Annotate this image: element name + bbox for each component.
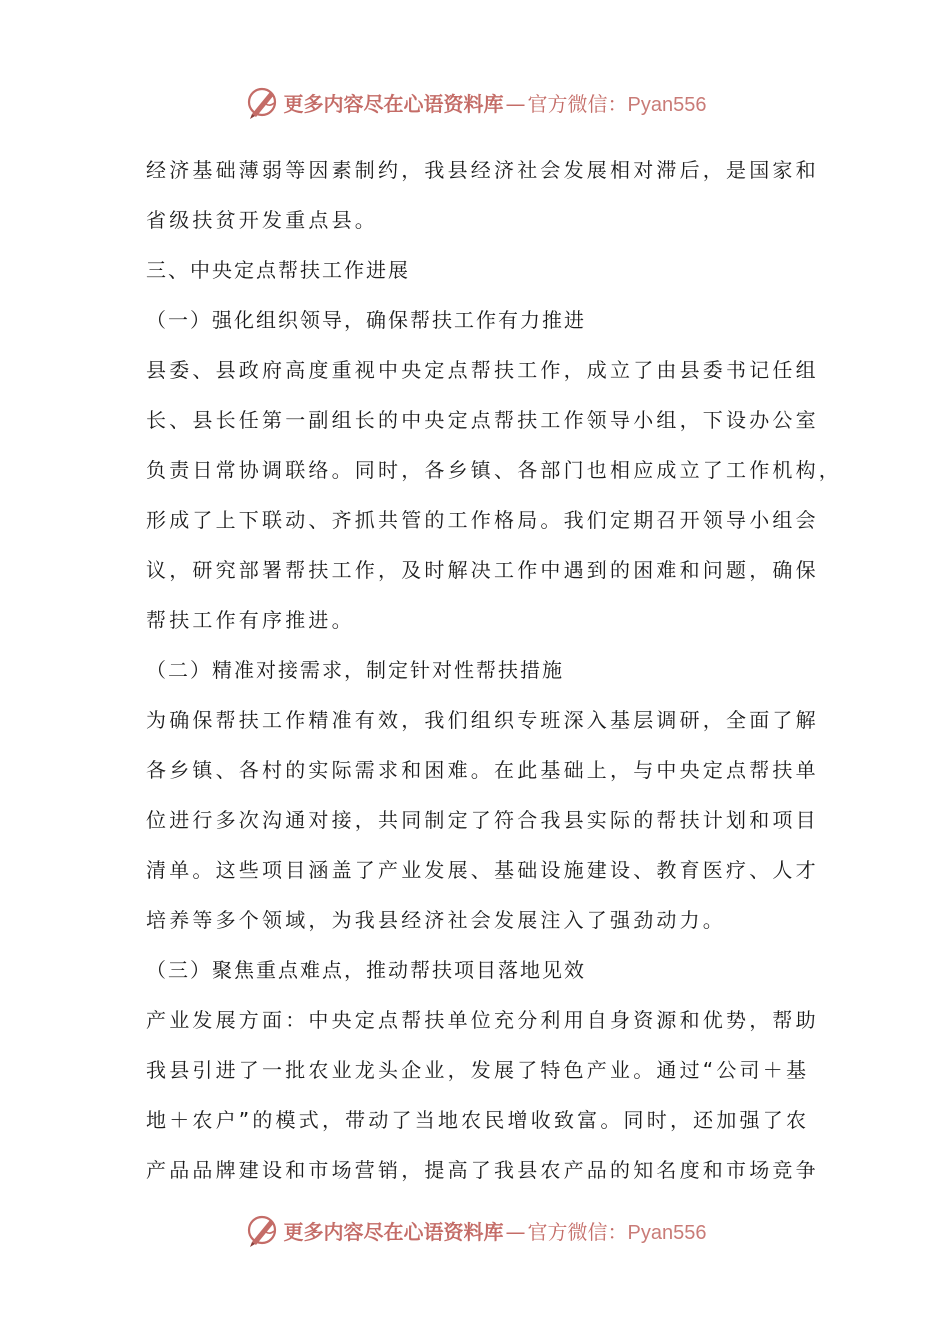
paragraph-line: 我县引进了一批农业龙头企业，发展了特色产业。通过“公司＋基 [146, 1058, 810, 1082]
subsection-heading: （三）聚焦重点难点，推动帮扶项目落地见效 [146, 958, 586, 982]
banner-dash: — [505, 91, 526, 116]
banner-title: 更多内容尽在心语资料库 [283, 91, 504, 116]
banner-text [284, 88, 707, 117]
banner-wechat-label: 官方微信： [527, 1219, 628, 1244]
banner-dash: — [505, 1219, 526, 1244]
banner-text [284, 1216, 707, 1245]
paragraph-line: 产业发展方面：中央定点帮扶单位充分利用自身资源和优势，帮助 [146, 1008, 819, 1032]
banner-wechat-id: Pyan556 [627, 1221, 707, 1244]
paragraph-line: 形成了上下联动、齐抓共管的工作格局。我们定期召开领导小组会 [146, 508, 819, 532]
section-heading: 三、中央定点帮扶工作进展 [146, 258, 410, 282]
paragraph-line: 位进行多次沟通对接，共同制定了符合我县实际的帮扶计划和项目 [146, 808, 819, 832]
paragraph-line: 各乡镇、各村的实际需求和困难。在此基础上，与中央定点帮扶单 [146, 758, 819, 782]
banner-title: 更多内容尽在心语资料库 [283, 1219, 504, 1244]
banner-wechat-id: Pyan556 [627, 93, 707, 116]
paragraph-line: 负责日常协调联络。同时，各乡镇、各部门也相应成立了工作机构， [146, 458, 842, 482]
paragraph-line: 地＋农户”的模式，带动了当地农民增收致富。同时，还加强了农 [146, 1108, 810, 1132]
paragraph-line: 议，研究部署帮扶工作，及时解决工作中遇到的困难和问题，确保 [146, 558, 819, 582]
paragraph-line: 产品品牌建设和市场营销，提高了我县农产品的知名度和市场竞争 [146, 1158, 819, 1182]
subsection-heading: （一）强化组织领导，确保帮扶工作有力推进 [146, 308, 586, 332]
paragraph-line: 清单。这些项目涵盖了产业发展、基础设施建设、教育医疗、人才 [146, 858, 819, 882]
paragraph-line: 帮扶工作有序推进。 [146, 608, 355, 632]
pen-logo-icon [244, 84, 280, 120]
paragraph-line: 经济基础薄弱等因素制约，我县经济社会发展相对滞后，是国家和 [146, 158, 819, 182]
document-body [146, 145, 842, 1195]
paragraph-line: 县委、县政府高度重视中央定点帮扶工作，成立了由县委书记任组 [146, 358, 819, 382]
pen-logo-icon [244, 1212, 280, 1248]
header-banner [0, 80, 950, 124]
footer-banner [0, 1208, 950, 1252]
paragraph-line: 长、县长任第一副组长的中央定点帮扶工作领导小组，下设办公室 [146, 408, 819, 432]
paragraph-line: 培养等多个领域，为我县经济社会发展注入了强劲动力。 [146, 908, 726, 932]
subsection-heading: （二）精准对接需求，制定针对性帮扶措施 [146, 658, 564, 682]
paragraph-line: 为确保帮扶工作精准有效，我们组织专班深入基层调研，全面了解 [146, 708, 819, 732]
paragraph-line: 省级扶贫开发重点县。 [146, 208, 378, 232]
banner-wechat-label: 官方微信： [527, 91, 628, 116]
